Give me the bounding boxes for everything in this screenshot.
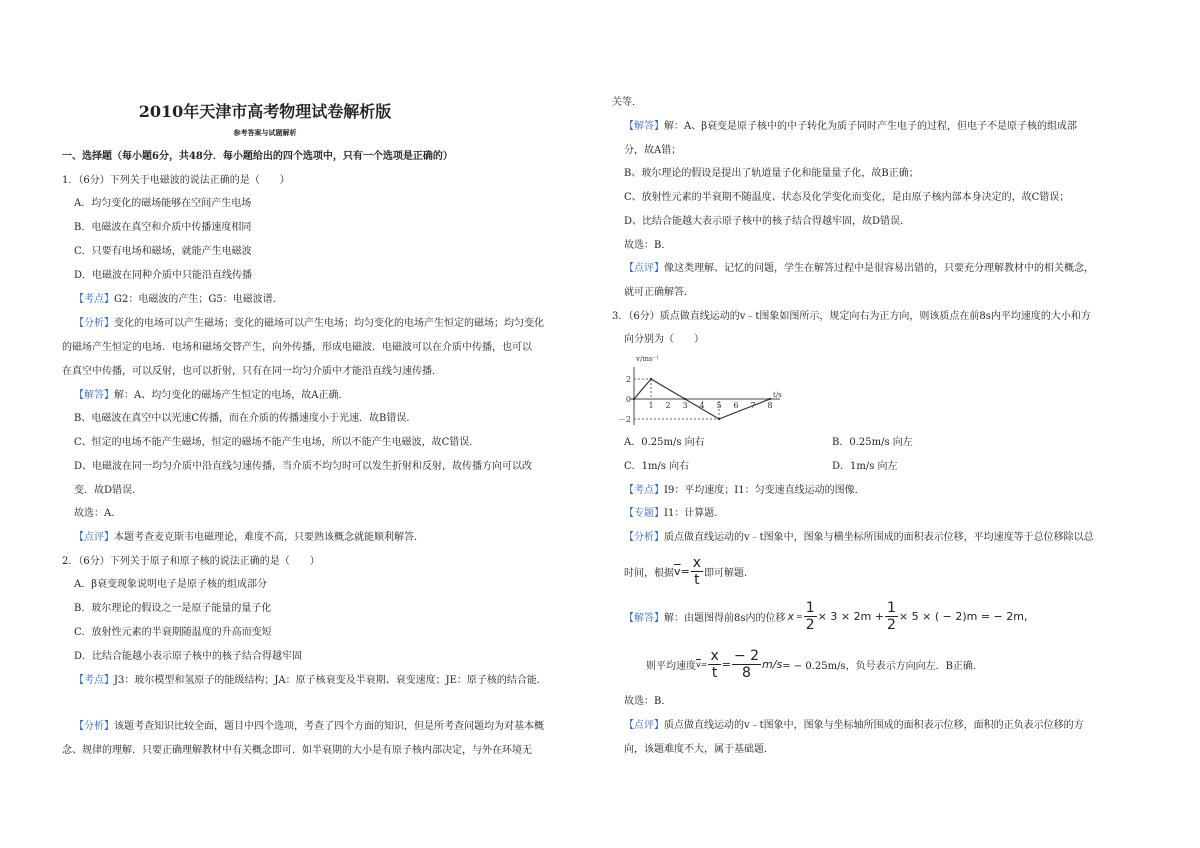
- data-point: [633, 398, 635, 400]
- numerator: − 2: [733, 648, 760, 664]
- x-tick-label: 2: [665, 401, 671, 410]
- dianping-tag: 【点评】: [74, 532, 114, 543]
- document-title: 2010年天津市高考物理试卷解析版: [138, 102, 392, 121]
- q1-stem: 1．（6分）下列关于电磁波的说法正确的是（ ）: [62, 175, 290, 186]
- denominator: 2: [887, 617, 896, 633]
- q3-option-b: B．0.25m/s 向左: [832, 437, 913, 448]
- numerator: 1: [805, 600, 815, 616]
- avg-velocity-symbol: $\overline{v}$: [696, 660, 701, 669]
- jieda-tag: 【解答】: [624, 121, 664, 132]
- q1-option-c: C．只要有电场和磁场，就能产生电磁波: [74, 246, 252, 257]
- jieda-tag: 【解答】: [624, 613, 664, 624]
- y-axis-label: v/ms⁻¹: [636, 355, 660, 363]
- q2-jieda-line1: [624, 120, 1077, 134]
- q1-jieda-line3: C、恒定的电场不能产生磁场，恒定的磁场不能产生电场，所以不能产生电磁波，故C错误．: [74, 437, 480, 448]
- x-tick-label: 8: [767, 401, 773, 410]
- unit: m/s: [762, 658, 783, 671]
- fraction-x-over-t: [691, 555, 703, 588]
- q1-jieda-line2: B、电磁波在真空中以光速C传播，而在介质的传播速度小于光速．故B错误．: [74, 413, 417, 424]
- q2-answer: 故选：B．: [624, 240, 672, 251]
- data-point: [684, 398, 686, 400]
- q3-jieda-line2: [646, 648, 983, 681]
- q3-jieda-line2-text: 则平均速度: [646, 661, 696, 672]
- q1-dianping-text: 本题考查麦克斯韦电磁理论，难度不高，只要熟该概念就能顺利解答．: [114, 532, 424, 543]
- q2-jieda-line5: D、比结合能越大表示原子核中的核子结合得越牢固，故D错误．: [624, 216, 911, 227]
- section-heading: 一、选择题（每小题6分，共48分．每小题给出的四个选项中，只有一个选项是正确的）: [62, 151, 453, 162]
- q2-fenxi-text: 该题考查知识比较全面，题目中四个选项，考查了四个方面的知识，但是所考查问题均为对基本概: [114, 721, 544, 732]
- zhuanti-tag: 【专题】: [624, 508, 664, 519]
- q1-fenxi-line2: 的磁场产生恒定的电场．电场和磁场交替产生，向外传播，形成电磁波．电磁波可以在介质中传播，也可以: [62, 342, 532, 353]
- x-tick-label: 1: [648, 401, 654, 410]
- dianping-tag: 【点评】: [624, 263, 664, 274]
- x-tick-label: 3: [682, 401, 688, 410]
- fenxi-tag: 【分析】: [624, 532, 664, 543]
- q3-fenxi-line2-text: 时间，根据: [624, 568, 674, 579]
- jieda-tag: 【解答】: [74, 390, 114, 401]
- q1-option-d: D．电磁波在同种介质中只能沿直线传播: [74, 270, 253, 281]
- q2-jieda-line2: 分，故A错；: [624, 145, 682, 156]
- data-point: [650, 378, 652, 380]
- q3-fenxi-line2-tail: 即可解题．: [704, 568, 755, 579]
- q1-kaodian-text: G2：电磁波的产生；G5：电磁波谱．: [114, 294, 283, 305]
- denominator: t: [694, 572, 700, 588]
- kaodian-tag: 【考点】: [74, 675, 114, 686]
- fenxi-tag: 【分析】: [74, 318, 114, 329]
- q1-option-a: A．均匀变化的磁场能够在空间产生电场: [74, 198, 252, 209]
- q2-kaodian-text: J3：玻尔模型和氢原子的能级结构；JA：原子核衰变及半衰期、衰变速度；JE：原子核的结合能．: [114, 675, 547, 686]
- equals-sign: =: [700, 660, 708, 669]
- q2-stem: 2．（6分）下列关于原子和原子核的说法正确的是（ ）: [62, 556, 320, 567]
- displacement-symbol: x: [787, 610, 795, 623]
- q2-kaodian: [74, 674, 547, 688]
- numerator: x: [692, 555, 702, 571]
- q3-zhuanti: [624, 507, 724, 521]
- data-point: [718, 418, 720, 420]
- document-subtitle: 参考答案与试题解析: [233, 128, 297, 137]
- q2-option-c: C．放射性元素的半衰期随温度的升高而变短: [74, 627, 272, 638]
- q3-stem-line1: 3．（6分）质点做直线运动的v﹣t图象如图所示，规定向右为正方向，则该质点在前8s内平均速度的大小和方: [612, 311, 1091, 322]
- q2-option-d: D．比结合能越小表示原子核中的核子结合得越牢固: [74, 651, 303, 662]
- q3-fenxi-line1: [624, 531, 1094, 545]
- q3-option-a: A．0.25m/s 向右: [624, 437, 705, 448]
- q3-jieda-line2-tail: = − 0.25m/s，负号表示方向向左．B正确．: [782, 661, 983, 672]
- q3-dianping-text: 质点做直线运动的v﹣t图象中，图象与坐标轴所围成的面积表示位移，面积的正负表示位移的方: [664, 720, 1084, 731]
- denominator: t: [711, 665, 718, 681]
- numerator: 1: [887, 600, 896, 616]
- fraction-x-over-t: [708, 648, 720, 681]
- fraction-half: [885, 600, 898, 633]
- kaodian-tag: 【考点】: [74, 294, 114, 305]
- q2-fenxi-line3: 关等．: [612, 97, 642, 108]
- q3-answer: 故选：B．: [624, 696, 672, 707]
- denominator: 2: [805, 617, 815, 633]
- q1-dianping: [74, 531, 424, 545]
- y-tick-label: 0: [625, 395, 631, 404]
- avg-velocity-symbol: $\overline{v}$: [674, 565, 681, 578]
- y-tick-label: －2: [617, 415, 631, 424]
- q1-jieda-line5: 变．故D错误．: [74, 485, 143, 496]
- q3-kaodian-text: I9：平均速度；I1：匀变速直线运动的图像．: [664, 485, 865, 496]
- x-tick-label: 5: [716, 401, 722, 410]
- q2-jieda-text: 解：A、β衰变是原子核中的中子转化为质子同时产生电子的过程，但电子不是原子核的组成部: [664, 121, 1078, 132]
- q2-jieda-line4: C、放射性元素的半衰期不随温度、状态及化学变化而变化，是由原子核内部本身决定的，故C错误；: [624, 192, 1070, 203]
- q1-kaodian: [74, 293, 283, 307]
- q2-fenxi-line2: 念、规律的理解．只要正确理解教材中有关概念即可．如半衰期的大小是有原子核内部决定，与外在环境无: [62, 745, 532, 756]
- q1-fenxi-line3: 在真空中传播，可以反射，也可以折射，只有在同一均匀介质中才能沿直线匀速传播．: [62, 366, 442, 377]
- q1-fenxi-text: 变化的电场可以产生磁场；变化的磁场可以产生电场；均匀变化的电场产生恒定的磁场；均匀变化: [114, 318, 544, 329]
- q3-jieda-text: 解：由题图得前8s内的位移: [664, 613, 786, 624]
- equals-sign: =: [680, 565, 690, 578]
- q3-fenxi-line2: [624, 555, 754, 588]
- y-tick-label: 2: [625, 375, 631, 384]
- vt-graph: [617, 354, 785, 429]
- q1-answer: 故选：A．: [74, 508, 122, 519]
- q1-jieda-line1: [74, 389, 348, 403]
- q2-dianping-text: 像这类理解、记忆的问题，学生在解答过程中是很容易出错的，只要充分理解教材中的相关概念，: [664, 263, 1094, 274]
- math-expression: × 5 × ( − 2)m = − 2m,: [898, 610, 1028, 623]
- data-point: [769, 398, 771, 400]
- fenxi-tag: 【分析】: [74, 721, 114, 732]
- q3-option-c: C．1m/s 向右: [624, 461, 690, 472]
- q2-dianping-line1: [624, 262, 1094, 276]
- equals-sign: =: [721, 658, 731, 671]
- q3-fenxi-text: 质点做直线运动的v﹣t图象中，图象与横坐标所围成的面积表示位移，平均速度等于总位移除以总: [664, 532, 1094, 543]
- x-tick-label: 6: [733, 401, 739, 410]
- fraction-half: [804, 600, 817, 633]
- x-tick-label: 4: [699, 401, 705, 410]
- q1-option-b: B．电磁波在真空和介质中传播速度相同: [74, 222, 252, 233]
- equals-sign: =: [796, 612, 803, 621]
- fraction-minus2-over-8: [732, 648, 761, 681]
- q3-dianping-line2: 向，该题难度不大，属于基础题．: [624, 744, 774, 755]
- q1-fenxi-line1: [74, 317, 544, 331]
- q2-jieda-line3: B、玻尔理论的假设是提出了轨道量子化和能量量子化，故B正确；: [624, 168, 919, 179]
- q3-stem-line2: 向分别为（ ）: [624, 334, 704, 345]
- q2-option-b: B．玻尔理论的假设之一是原子能量的量子化: [74, 603, 272, 614]
- q2-fenxi-line1: [74, 720, 544, 734]
- q2-dianping-line2: 就可正确解答．: [624, 287, 694, 298]
- dianping-tag: 【点评】: [624, 720, 664, 731]
- q1-jieda-text: 解：A、均匀变化的磁场产生恒定的电场，故A正确．: [114, 390, 349, 401]
- q3-jieda-line1: [624, 600, 1027, 633]
- q3-zhuanti-text: I1：计算题．: [664, 508, 725, 519]
- q1-jieda-line4: D、电磁波在同一均匀介质中沿直线匀速传播，当介质不均匀时可以发生折射和反射，故传播方向可以改: [74, 461, 533, 472]
- q2-option-a: A．β衰变现象说明电子是原子核的组成部分: [74, 579, 268, 590]
- x-axis-label: t/s: [773, 391, 782, 399]
- kaodian-tag: 【考点】: [624, 485, 664, 496]
- x-tick-label: 7: [750, 401, 756, 410]
- q3-dianping-line1: [624, 719, 1084, 733]
- q3-kaodian: [624, 484, 865, 498]
- math-expression: × 3 × 2m +: [817, 610, 884, 623]
- q3-option-d: D．1m/s 向左: [832, 461, 898, 472]
- numerator: x: [710, 648, 719, 664]
- denominator: 8: [742, 665, 751, 681]
